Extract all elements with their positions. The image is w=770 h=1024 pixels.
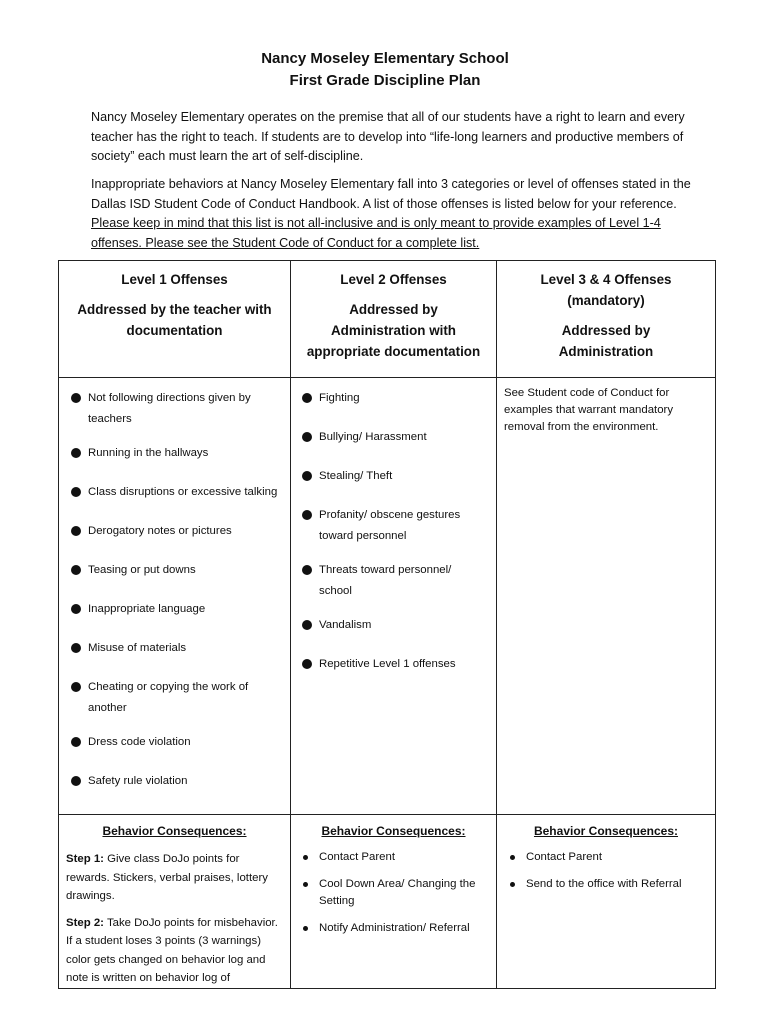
list-item: Cool Down Area/ Changing the Setting <box>319 876 486 910</box>
header-level-1-title: Level 1 Offenses <box>121 272 228 287</box>
list-item: Derogatory notes or pictures <box>88 521 280 542</box>
bullet-icon <box>302 510 312 520</box>
intro-paragraph-1: Nancy Moseley Elementary operates on the premise that all of our students have a right to learn and every teacher has the right to teach. If students are to develop into “life-long learners and productive members of society” each must learn the art of self-discipline. <box>91 110 685 163</box>
consequences-title-2: Behavior Consequences: <box>321 824 466 838</box>
list-item: Contact Parent <box>526 849 705 866</box>
table-header-row <box>59 261 716 378</box>
bullet-icon <box>71 643 81 653</box>
bullet-icon <box>510 855 515 860</box>
bullet-icon <box>302 471 312 481</box>
header-level-2 <box>291 261 497 378</box>
intro-paragraph-2-text: Inappropriate behaviors at Nancy Moseley Elementary fall into 3 categories or level of offenses stated in the Dallas ISD Student Code of Conduct Handbook. A list of those offenses is listed below for your reference. <box>91 177 691 211</box>
list-item: Fighting <box>319 388 486 409</box>
bullet-icon <box>510 882 515 887</box>
table-offenses-row <box>59 378 716 815</box>
consequences-title-3: Behavior Consequences: <box>533 824 679 838</box>
bullet-icon <box>71 448 81 458</box>
intro-paragraph-2 <box>91 175 691 253</box>
list-item: Send to the office with Referral <box>526 876 705 893</box>
list-item: Threats toward personnel/ school <box>319 560 486 602</box>
consequences-title-1: Behavior Consequences: <box>102 824 247 838</box>
header-level-3-title: Level 3 & 4 Offenses (mandatory) <box>540 272 672 308</box>
bullet-icon <box>71 776 81 786</box>
list-item: Running in the hallways <box>88 443 280 464</box>
bullet-icon <box>71 526 81 536</box>
bullet-icon <box>303 926 308 931</box>
list-item: Contact Parent <box>319 849 486 866</box>
level-3-offenses-cell <box>497 378 716 815</box>
list-item: Inappropriate language <box>88 599 280 620</box>
level-2-list <box>291 378 496 675</box>
bullet-icon <box>303 855 308 860</box>
bullet-icon <box>71 604 81 614</box>
bullet-icon <box>71 682 81 692</box>
bullet-icon <box>302 565 312 575</box>
header-level-3 <box>497 261 716 378</box>
level-2-consequences-cell <box>291 815 497 989</box>
table-consequences-row <box>59 815 716 989</box>
bullet-icon <box>71 565 81 575</box>
step-2: Step 2: Take DoJo points for misbehavior. If a student loses 3 points (3 warnings) color gets changed on behavior log and note is written on behavior log of <box>66 916 278 984</box>
header-level-2-sub: Addressed by Administration with appropriate documentation <box>306 302 481 359</box>
plan-title: First Grade Discipline Plan <box>289 72 481 89</box>
school-title: Nancy Moseley Elementary School <box>261 50 509 67</box>
list-item: Dress code violation <box>88 732 280 753</box>
bullet-icon <box>71 393 81 403</box>
intro-paragraph-2-underlined: Please keep in mind that this list is not all-inclusive and is only meant to provide examples of Level 1-4 offenses. Please see the Student Code of Conduct for a complete list. <box>91 216 661 250</box>
bullet-icon <box>302 620 312 630</box>
header-level-1-sub: Addressed by the teacher with documentation <box>77 302 272 338</box>
bullet-icon <box>302 432 312 442</box>
step-1: Step 1: Give class DoJo points for rewards. Stickers, verbal praises, lottery drawings. <box>66 853 268 902</box>
list-item: Vandalism <box>319 615 486 636</box>
level-3-consequences-list <box>497 838 715 893</box>
list-item: Teasing or put downs <box>88 560 280 581</box>
bullet-icon <box>302 393 312 403</box>
level-3-note: See Student code of Conduct for examples that warrant mandatory removal from the environment. <box>504 387 674 433</box>
level-2-consequences-list <box>291 838 496 937</box>
header-level-1 <box>59 261 291 378</box>
level-1-consequences-cell <box>59 815 291 989</box>
header-level-3-sub: Addressed by Administration <box>558 323 654 359</box>
list-item: Misuse of materials <box>88 638 280 659</box>
offenses-table <box>58 260 716 989</box>
bullet-icon <box>71 487 81 497</box>
bullet-icon <box>303 882 308 887</box>
list-item: Cheating or copying the work of another <box>88 677 280 719</box>
level-1-list <box>59 378 290 792</box>
bullet-icon <box>302 659 312 669</box>
header-level-2-title: Level 2 Offenses <box>340 272 447 287</box>
level-1-offenses-cell <box>59 378 291 815</box>
list-item: Notify Administration/ Referral <box>319 920 486 937</box>
list-item: Stealing/ Theft <box>319 466 486 487</box>
list-item: Profanity/ obscene gestures toward personnel <box>319 505 486 547</box>
list-item: Class disruptions or excessive talking <box>88 482 280 503</box>
list-item: Repetitive Level 1 offenses <box>319 654 486 675</box>
list-item: Not following directions given by teachers <box>88 388 280 430</box>
level-2-offenses-cell <box>291 378 497 815</box>
bullet-icon <box>71 737 81 747</box>
list-item: Bullying/ Harassment <box>319 427 486 448</box>
level-3-consequences-cell <box>497 815 716 989</box>
list-item: Safety rule violation <box>88 771 280 792</box>
